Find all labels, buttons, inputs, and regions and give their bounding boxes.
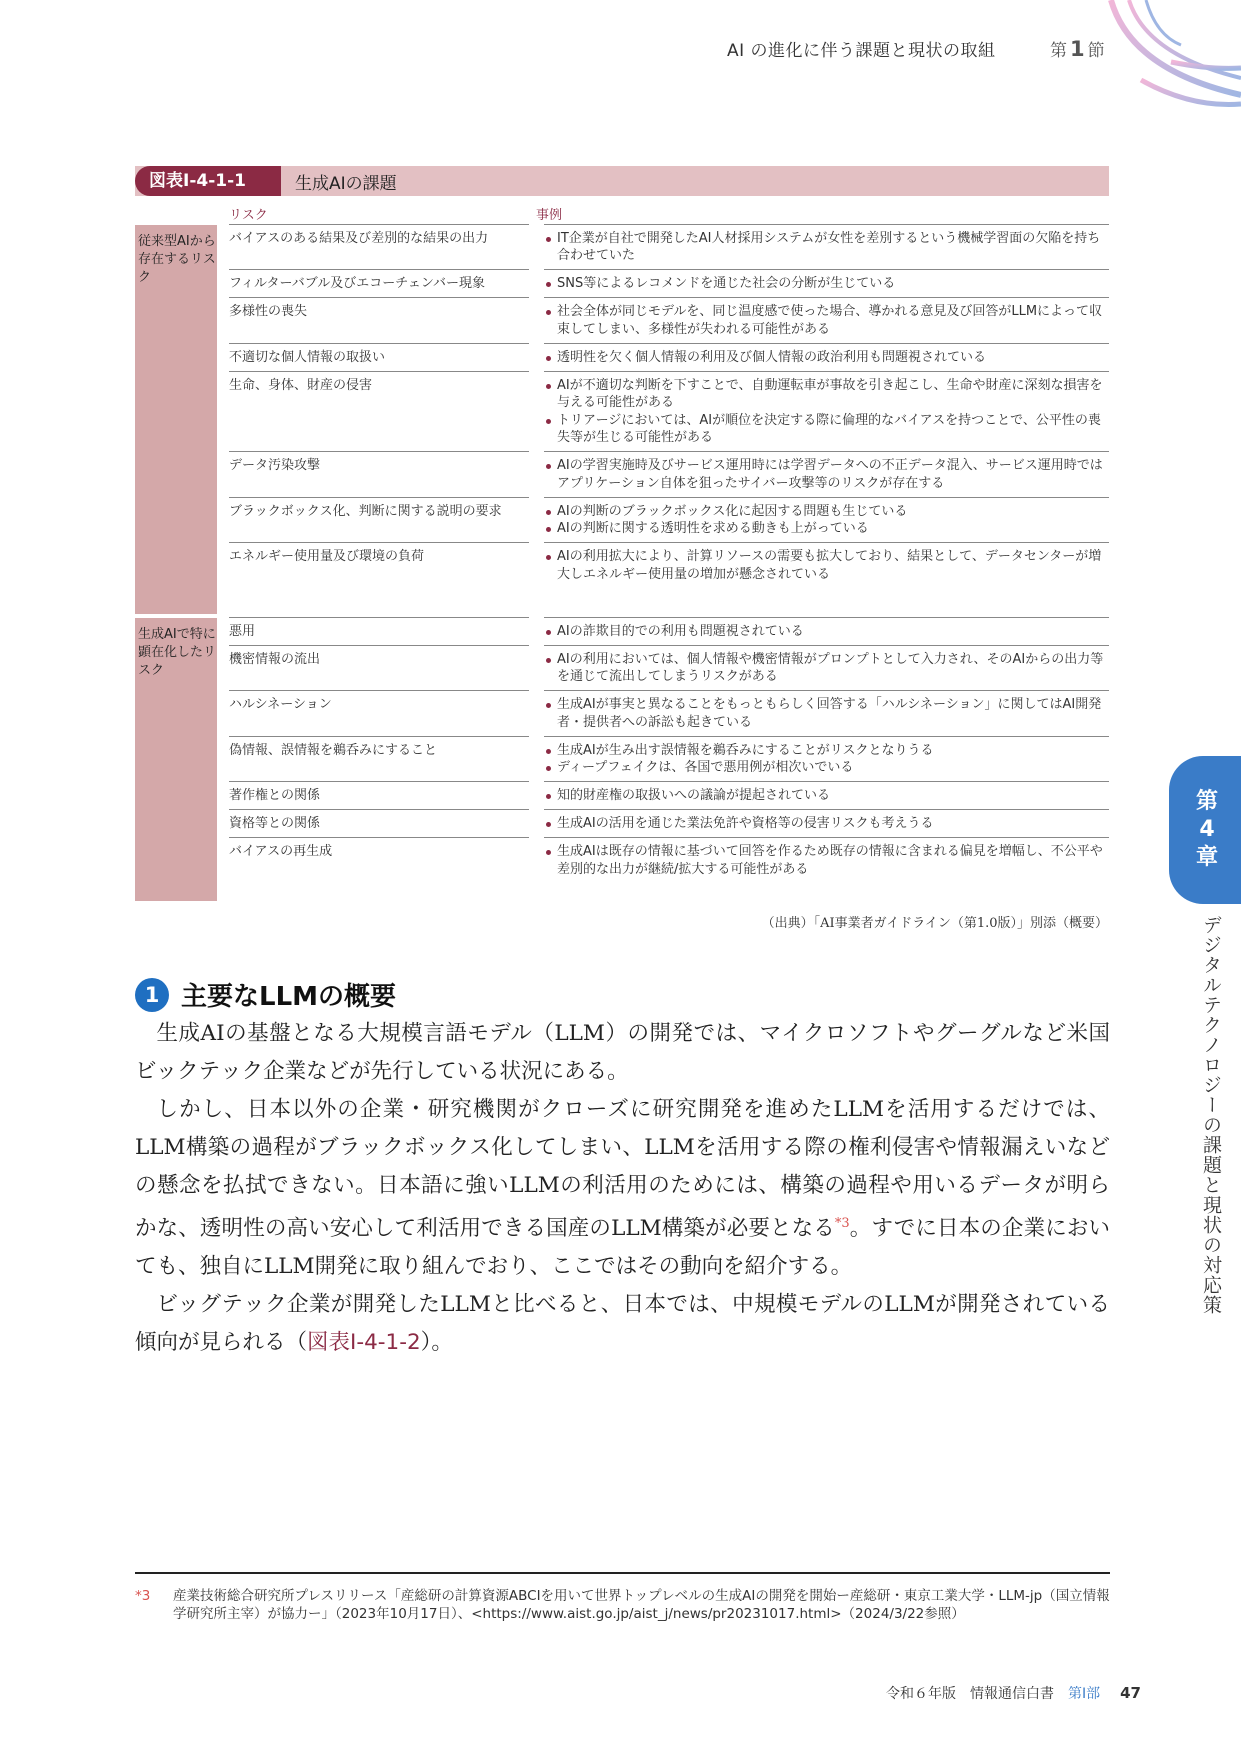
case-item: AIの利用においては、個人情報や機密情報がプロンプトとして入力され、そのAIからの出力等を通じて流出してしまうリスクがある	[544, 651, 1109, 686]
risk-cell: 生命、身体、財産の侵害	[229, 371, 529, 453]
footnote-mark: *3	[135, 1588, 151, 1604]
chapter-side-title: デジタルテクノロジーの課題と現状の対応策	[1200, 915, 1222, 1315]
risk-cell: 資格等との関係	[229, 809, 529, 839]
case-item: IT企業が自社で開発したAI人材採用システムが女性を差別するという機械学習面の欠陥を持ち合わせていた	[544, 230, 1109, 265]
paragraph-text: ）。	[420, 1330, 453, 1356]
risk-cell: エネルギー使用量及び環境の負荷	[229, 542, 529, 589]
footnote-text: 産業技術総合研究所プレスリリース「産総研の計算資源ABCIを用いて世界トップレベルの生成AIの開発を開始ー産総研・東京工業大学・LLM-jp（国立情報学研究所主宰）が協力ー」（2023年10月17日）、<https://www.aist.go.jp/aist_j/news/pr20231017.html>（2024/3/22参照）	[173, 1588, 1110, 1622]
group-label: 生成AIで特に顕在化したリスク	[135, 618, 217, 901]
section-number	[1050, 36, 1105, 61]
figure-header	[135, 166, 1109, 196]
case-item: AIの利用拡大により、計算リソースの需要も拡大しており、結果として、データセンターが増大しエネルギー使用量の増加が懸念されている	[544, 548, 1109, 583]
chapter-tab[interactable]	[1169, 756, 1241, 904]
table-row	[229, 646, 1109, 692]
table-row	[229, 453, 1109, 499]
part-label: 第Ⅰ部	[1067, 1686, 1101, 1702]
risk-cell: バイアスのある結果及び差別的な結果の出力	[229, 224, 529, 271]
section-number-badge: 1	[135, 978, 169, 1012]
risk-cell: 偽情報、誤情報を鵜呑みにすること	[229, 736, 529, 783]
risk-cell: バイアスの再生成	[229, 837, 529, 884]
risk-cell: 著作権との関係	[229, 781, 529, 811]
footnote-ref-link[interactable]: *3	[834, 1216, 850, 1231]
section-prefix: 第	[1050, 41, 1067, 61]
body-text	[135, 1015, 1110, 1362]
footnote	[135, 1587, 1110, 1623]
case-item: 生成AIの活用を通じた業法免許や資格等の侵害リスクも考えうる	[544, 815, 1109, 833]
table-row	[229, 498, 1109, 544]
paragraph: 生成AIの基盤となる大規模言語モデル（LLM）の開発では、マイクロソフトやグーグルなど米国ビックテック企業などが先行している状況にある。	[135, 1021, 1110, 1084]
case-item: 生成AIが生み出す誤情報を鵜呑みにすることがリスクとなりうる	[544, 742, 1109, 760]
figure-title: 生成AIの課題	[295, 173, 397, 194]
section-title: 主要なLLMの概要	[181, 982, 397, 1012]
section-heading	[135, 976, 396, 1013]
risk-cell: データ汚染攻撃	[229, 451, 529, 498]
page-footer	[886, 1683, 1141, 1703]
chapter-tab-text: 章	[1195, 845, 1218, 870]
publication-title: 令和６年版 情報通信白書	[885, 1686, 1054, 1702]
table-row	[229, 271, 1109, 299]
risk-cell: 多様性の喪失	[229, 297, 529, 344]
paragraph	[135, 1091, 1110, 1286]
column-header-cases: 事例	[536, 208, 563, 223]
table-row	[229, 372, 1109, 453]
table-row	[229, 783, 1109, 811]
table-row	[229, 811, 1109, 839]
risk-cell: ブラックボックス化、判断に関する説明の要求	[229, 497, 529, 544]
paragraph-text: しかし、日本以外の企業・研究機関がクローズに研究開発を進めたLLMを活用するだけでは、LLM構築の過程がブラックボックス化してしまい、LLMを活用する際の権利侵害や情報漏えいなどの懸念を払拭できない。日本語に強いLLMの利活用のためには、構築の過程や用いるデータが明らかな、透明性の高い安心して利活用できる国産のLLM構築が必要となる	[135, 1097, 1110, 1242]
section-number-value: 1	[1070, 37, 1085, 61]
table-row	[229, 344, 1109, 372]
case-item: AIの判断のブラックボックス化に起因する問題も生じている	[544, 503, 1109, 521]
table-row	[229, 544, 1109, 590]
case-item: 生成AIは既存の情報に基づいて回答を作るため既存の情報に含まれる偏見を増幅し、不公平や差別的な出力が継続/拡大する可能性がある	[544, 843, 1109, 878]
column-header-risk: リスク	[229, 208, 268, 223]
risk-cell: フィルターバブル及びエコーチェンバー現象	[229, 269, 529, 299]
case-item: 生成AIが事実と異なることをもっともらしく回答する「ハルシネーション」に関してはAI開発者・提供者への訴訟も起きている	[544, 696, 1109, 731]
risk-group-traditional	[135, 225, 1109, 614]
risk-cell: ハルシネーション	[229, 690, 529, 737]
table-row	[229, 737, 1109, 783]
risk-group-generative	[135, 618, 1109, 901]
table-row	[229, 839, 1109, 885]
table-row	[229, 299, 1109, 345]
case-item: 社会全体が同じモデルを、同じ温度感で使った場合、導かれる意見及び回答がLLMによって収束してしまい、多様性が失われる可能性がある	[544, 303, 1109, 338]
case-item: AIの詐欺目的での利用も問題視されている	[544, 623, 1109, 641]
figure-ref-link[interactable]: 図表Ⅰ-4-1-2	[307, 1330, 421, 1356]
table-row	[229, 692, 1109, 738]
case-item: AIの判断に関する透明性を求める動きも上がっている	[544, 520, 1109, 538]
case-item: SNS等によるレコメンドを通じた社会の分断が生じている	[544, 275, 1109, 293]
footnote-divider	[135, 1572, 1110, 1574]
paragraph-text: 。すでに日本の企業においても、独自にLLM開発に取り組んでおり、ここではその動向を紹介する。	[135, 1216, 1110, 1280]
chapter-tab-number: 4	[1199, 817, 1215, 842]
risk-table	[135, 225, 1109, 905]
risk-cell: 悪用	[229, 617, 529, 647]
page-number: 47	[1120, 1684, 1141, 1702]
figure-source: （出典）「AI事業者ガイドライン（第1.0版）」別添（概要）	[761, 916, 1108, 931]
case-item: AIが不適切な判断を下すことで、自動運転車が事故を引き起こし、生命や財産に深刻な損害を与える可能性がある	[544, 377, 1109, 412]
case-item: 透明性を欠く個人情報の利用及び個人情報の政治利用も問題視されている	[544, 349, 1109, 367]
risk-cell: 不適切な個人情報の取扱い	[229, 343, 529, 373]
case-item: 知的財産権の取扱いへの議論が提起されている	[544, 787, 1109, 805]
paragraph-text: ビッグテック企業が開発したLLMと比べると、日本では、中規模モデルのLLMが開発されている傾向が見られる（	[135, 1292, 1110, 1356]
table-row	[229, 225, 1109, 271]
case-item: トリアージにおいては、AIが順位を決定する際に倫理的なバイアスを持つことで、公平性の喪失等が生じる可能性がある	[544, 412, 1109, 447]
decorative-arcs-icon	[1101, 0, 1241, 110]
table-row	[229, 618, 1109, 646]
paragraph	[135, 1286, 1110, 1362]
case-item: AIの学習実施時及びサービス運用時には学習データへの不正データ混入、サービス運用時ではアプリケーション自体を狙ったサイバー攻撃等のリスクが存在する	[544, 457, 1109, 492]
risk-cell: 機密情報の流出	[229, 645, 529, 692]
figure-label: 図表Ⅰ-4-1-1	[135, 166, 281, 196]
group-label: 従来型AIから存在するリスク	[135, 225, 217, 614]
section-suffix: 節	[1087, 41, 1105, 61]
chapter-tab-text: 第	[1195, 789, 1218, 814]
running-title: AI の進化に伴う課題と現状の取組	[727, 41, 996, 61]
case-item: ディープフェイクは、各国で悪用例が相次いでいる	[544, 759, 1109, 777]
